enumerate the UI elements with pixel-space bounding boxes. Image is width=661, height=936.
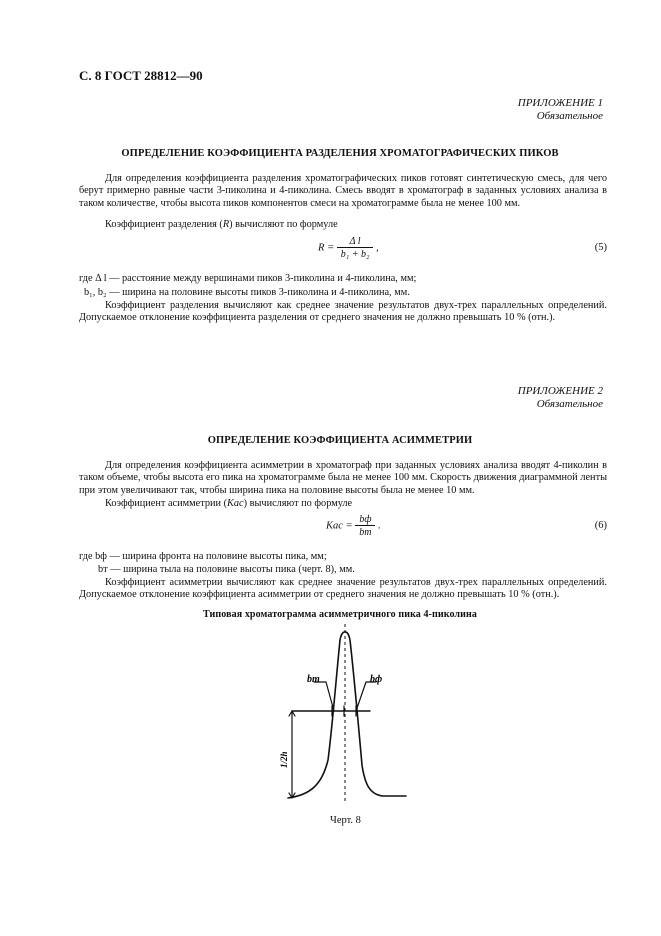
- appendix2-title: ОПРЕДЕЛЕНИЕ КОЭФФИЦИЕНТА АСИММЕТРИИ: [207, 435, 473, 446]
- appendix2-where2: bт — ширина тыла на половине высоты пика (черт. 8), мм.: [98, 564, 355, 575]
- formula-5-tail: ,: [376, 242, 379, 254]
- appendix1-para2: Коэффициент разделения вычисляют как среднее значение результатов двух-трех параллельных определений. Допускаемое отклонение коэффициента разделения от среднего значения не должно превышать 10 % (отн.).: [79, 300, 607, 324]
- formula-6-fraction: [355, 514, 375, 538]
- appendix1-label-block: [518, 97, 603, 123]
- appendix1-label: ПРИЛОЖЕНИЕ 1: [517, 97, 603, 109]
- label-half-h: 1/2h: [279, 751, 289, 768]
- appendix2-status: Обязательное: [536, 398, 603, 410]
- formula-6-tail: .: [378, 520, 381, 532]
- appendix2-formula-intro: [105, 498, 352, 510]
- appendix1-where1: где Δ l — расстояние между вершинами пиков 3-пиколина и 4-пиколина, мм;: [79, 273, 417, 284]
- formula-intro-text-post: ) вычисляют по формуле: [243, 498, 353, 509]
- formula-5-lhs: R =: [318, 242, 335, 254]
- appendix2-label: ПРИЛОЖЕНИЕ 2: [517, 385, 603, 397]
- formula-6: [326, 514, 381, 538]
- appendix1-status: Обязательное: [536, 110, 603, 122]
- appendix1-formula-intro: [105, 219, 338, 231]
- page-header: С. 8 ГОСТ 28812—90: [79, 68, 203, 83]
- formula-intro-var: R: [222, 219, 230, 230]
- chromatogram-figure: [270, 620, 430, 806]
- formula-6-numerator: bф: [359, 514, 372, 525]
- appendix2-para1: Для определения коэффициента асимметрии в хроматограф при заданных условиях анализа вводят 4-пиколин в таком объеме, чтобы высота его пика на хроматограмме была не менее 100 мм. Скорость движения диаграммной ленты при этом увеличивают так, чтобы ширина пика на половине высоты была не менее 10 мм.: [79, 460, 607, 496]
- leader-bf: [356, 682, 376, 711]
- formula-5: [318, 236, 379, 260]
- appendix1-para1: Для определения коэффициента разделения хроматографических пиков готовят синтетическую смесь, для чего берут примерно равные части 3-пиколина и 4-пиколина. Смесь вводят в хроматограф в заданных условиях анализа в таком количестве, чтобы высота пиков компонентов смеси на хроматограмме была не менее 100 мм.: [79, 173, 607, 209]
- formula-intro-text: Коэффициент разделения (: [105, 219, 223, 230]
- formula-5-denominator: b₁ + b₂: [337, 247, 374, 260]
- label-bt: bт: [307, 674, 320, 685]
- formula-intro-text: Коэффициент асимметрии (: [105, 498, 228, 509]
- figure-title: Типовая хроматограмма асимметричного пика 4-пиколина: [203, 609, 477, 620]
- eq-number-5: (5): [594, 242, 607, 253]
- appendix1-title: ОПРЕДЕЛЕНИЕ КОЭФФИЦИЕНТА РАЗДЕЛЕНИЯ ХРОМАТОГРАФИЧЕСКИХ ПИКОВ: [121, 148, 559, 159]
- leader-bt: [314, 682, 334, 711]
- formula-5-numerator: Δ l: [349, 236, 361, 247]
- figure-caption: Черт. 8: [330, 815, 361, 826]
- appendix1-where2: b₁, b₂ — ширина на половине высоты пиков 3-пиколина и 4-пиколина, мм.: [84, 287, 410, 298]
- appendix2-para2: Коэффициент асимметрии вычисляют как среднее значение результатов двух-трех параллельных определений. Допускаемое отклонение коэффициента асимметрии от среднего значения не должно превышать 10 % (отн.).: [79, 577, 607, 601]
- label-bf: bф: [370, 674, 383, 685]
- eq-number-6: (6): [594, 520, 607, 531]
- peak-curve: [288, 632, 406, 798]
- formula-intro-text-post: ) вычисляют по формуле: [229, 219, 338, 230]
- formula-6-lhs: Kас =: [326, 520, 353, 532]
- appendix2-where1: где bф — ширина фронта на половине высоты пика, мм;: [79, 551, 327, 562]
- formula-5-fraction: [337, 236, 374, 260]
- formula-6-denominator: bт: [355, 525, 375, 538]
- formula-intro-var: Kас: [227, 498, 244, 509]
- appendix2-label-block: [518, 385, 603, 411]
